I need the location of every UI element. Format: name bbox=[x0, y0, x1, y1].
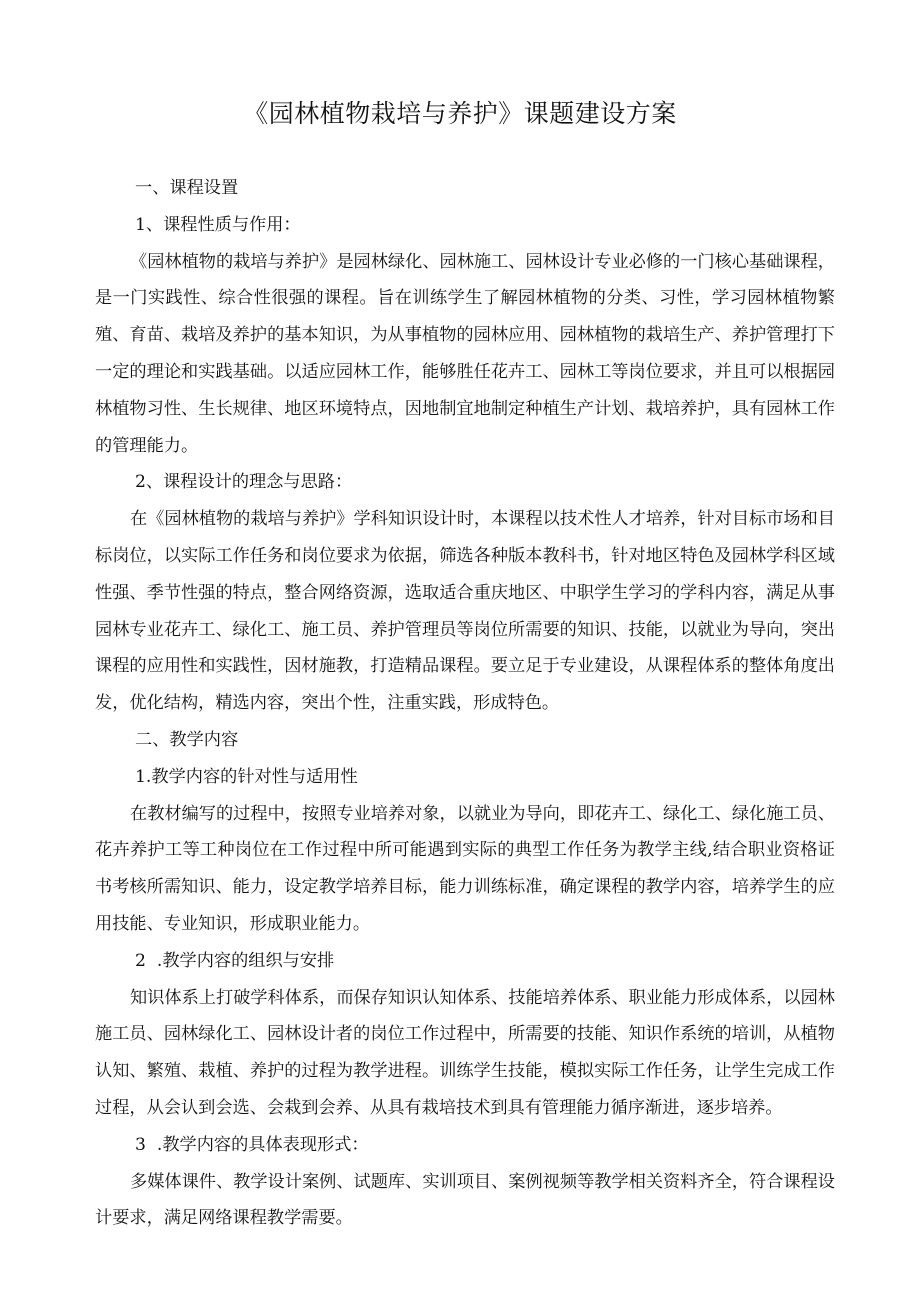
paragraph-content-forms: 多媒体课件、教学设计案例、试题库、实训项目、案例视频等教学相关资料齐全，符合课程设计要求，满足网络课程教学需要。 bbox=[95, 1171, 835, 1229]
page-title: 《园林植物栽培与养护》课题建设方案 bbox=[243, 99, 677, 128]
section-heading-teaching-content: 二、教学内容 bbox=[135, 729, 239, 750]
paragraph-content-targeting: 在教材编写的过程中，按照专业培养对象，以就业为导向，即花卉工、绿化工、绿化施工员、花卉养护工等工种岗位在工作过程中所可能遇到实际的典型工作任务为教学主线,结合职业资格证书考核所需知识、能力，设定教学培养目标，能力训练标准，确定课程的教学内容，培养学生的应用技能、专业知识，形成职业能力。 bbox=[95, 803, 835, 934]
subheading-course-design: 2、课程设计的理念与思路： bbox=[135, 472, 353, 493]
paragraph-content-organization: 知识体系上打破学科体系，而保存知识认知体系、技能培养体系、职业能力形成体系，以园林施工员、园林绿化工、园林设计者的岗位工作过程中，所需要的技能、知识作系统的培训，从植物认知、繁殖、栽植、养护的过程为教学进程。训练学生技能，模拟实际工作任务，让学生完成工作过程，从会认到会选、会栽到会养、从具有栽培技术到具有管理能力循序渐进，逐步培养。 bbox=[95, 987, 835, 1118]
subheading-course-nature: 1、课程性质与作用： bbox=[135, 214, 301, 235]
subheading-content-organization: 2 .教学内容的组织与安排 bbox=[135, 950, 335, 971]
subheading-content-forms: 3 .教学内容的具体表现形式： bbox=[135, 1134, 369, 1155]
document-body bbox=[95, 170, 835, 1237]
paragraph-course-design: 在《园林植物的栽培与养护》学科知识设计时，本课程以技术性人才培养，针对目标市场和目标岗位，以实际工作任务和岗位要求为依据，筛选各种版本教科书，针对地区特色及园林学科区域性强、季节性强的特点，整合网络资源，选取适合重庆地区、中职学生学习的学科内容，满足从事园林专业花卉工、绿化工、施工员、养护管理员等岗位所需要的知识、技能，以就业为导向，突出课程的应用性和实践性，因材施教，打造精品课程。要立足于专业建设，从课程体系的整体角度出发，优化结构，精选内容，突出个性，注重实践，形成特色。 bbox=[95, 509, 835, 714]
section-heading-course-setup: 一、课程设置 bbox=[135, 178, 239, 198]
subheading-content-targeting: 1.教学内容的针对性与适用性 bbox=[135, 766, 358, 787]
paragraph-course-nature: 《园林植物的栽培与养护》是园林绿化、园林施工、园林设计专业必修的一门核心基础课程，是一门实践性、综合性很强的课程。旨在训练学生了解园林植物的分类、习性，学习园林植物繁殖、育苗、栽培及养护的基本知识，为从事植物的园林应用、园林植物的栽培生产、养护管理打下一定的理论和实践基础。以适应园林工作，能够胜任花卉工、园林工等岗位要求，并且可以根据园林植物习性、生长规律、地区环境特点，因地制宜地制定种植生产计划、栽培养护，具有园林工作的管理能力。 bbox=[95, 251, 835, 456]
